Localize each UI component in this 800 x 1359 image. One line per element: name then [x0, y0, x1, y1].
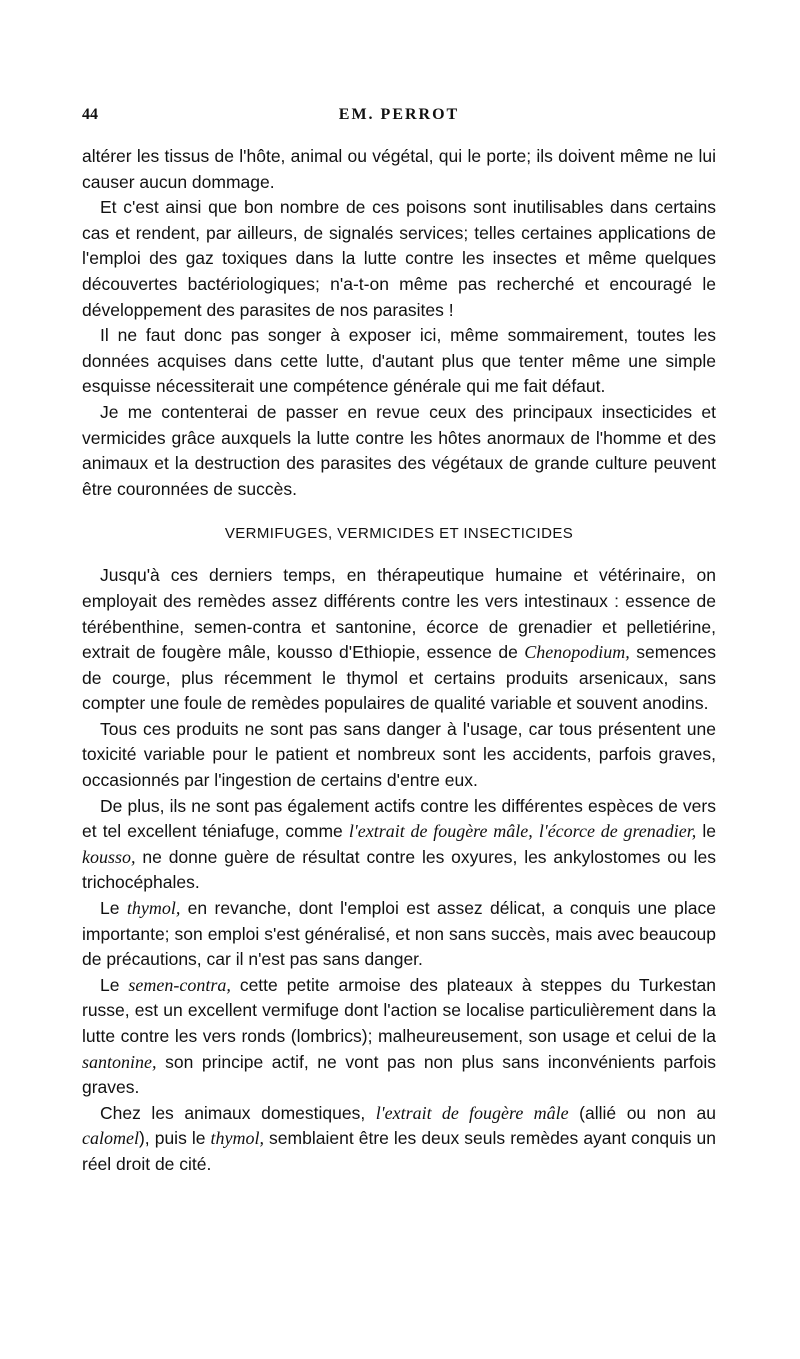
- italic-term: Chenopodium,: [524, 642, 630, 663]
- italic-term: santonine,: [82, 1051, 157, 1072]
- italic-term: l'extrait de fougère mâle: [375, 1102, 569, 1123]
- text-run: ne donne guère de résultat contre les oxyures, les ankylostomes ou les trichocéphales.: [82, 846, 716, 893]
- book-page: [82, 106, 716, 1178]
- paragraph: Je me contenterai de passer en revue ceux des principaux insecticides et vermicides grâce auxquels la lutte contre les hôtes anormaux de l'homme et des animaux et la destruction des parasites des végétaux de grande culture peuvent être couronnées de succès.: [82, 401, 716, 499]
- italic-term: kousso,: [82, 846, 136, 867]
- italic-term: thymol,: [210, 1128, 265, 1149]
- body-text: [82, 144, 716, 1178]
- text-run: en revanche, dont l'emploi est assez délicat, a conquis une place importante; son emploi s'est généralisé, et non sans succès, mais avec beaucoup de précautions, car il n'est pas sans danger.: [82, 898, 716, 970]
- running-head: [82, 106, 716, 130]
- text-run: semblaient être les deux seuls remèdes ayant conquis un réel droit de cité.: [82, 1128, 716, 1174]
- text-run: semences de courge, plus récemment le thymol et certains produits arsenicaux, sans compter une foule de remèdes populaires de qualité variable et souvent anodins.: [82, 642, 717, 714]
- paragraph: Il ne faut donc pas songer à exposer ici, même sommairement, toutes les données acquises dans cette lutte, d'autant plus que tenter même une simple esquisse nécessiterait une compétence générale qui me fait défaut.: [82, 325, 716, 397]
- text-run: le: [696, 821, 716, 842]
- paragraph: [82, 563, 716, 717]
- italic-term: thymol,: [126, 898, 181, 919]
- text-run: (allié ou non au: [568, 1102, 716, 1123]
- text-run: Chez les animaux domestiques,: [100, 1102, 376, 1123]
- text-run: Le: [100, 898, 127, 919]
- italic-term: l'extrait de fougère mâle,: [348, 821, 533, 842]
- italic-term: l'écorce de grenadier,: [538, 821, 697, 842]
- text-run: cette petite armoise des plateaux à steppes du Turkestan russe, est un excellent vermifuge dont l'action se localise particulièrement dans la lutte contre les vers ronds (lombrics); malheureusement, son usage et celui de la: [82, 974, 717, 1046]
- author-header: EM. PERROT: [338, 106, 460, 123]
- text-run: Le: [100, 974, 129, 995]
- italic-term: calomel: [82, 1128, 139, 1149]
- text-run: De plus, ils ne sont pas également actifs contre les différentes espèces de vers et tel excellent téniafuge, comme: [82, 795, 716, 842]
- paragraph: [82, 794, 716, 896]
- paragraph: [82, 896, 716, 973]
- text-run: son principe actif, ne vont pas non plus sans inconvénients parfois graves.: [82, 1051, 716, 1098]
- paragraph: Et c'est ainsi que bon nombre de ces poisons sont inutilisables dans certains cas et rendent, par ailleurs, de signalés services; telles certaines applications de l'emploi des gaz toxiques dans la lutte contre les insectes et même quelques découvertes bactériologiques; n'a-t-on même pas recherché et encouragé le développement des parasites de nos parasites !: [82, 197, 716, 320]
- page-number: 44: [82, 106, 98, 123]
- text-run: ), puis le: [138, 1128, 211, 1149]
- paragraph: altérer les tissus de l'hôte, animal ou végétal, qui le porte; ils doivent même ne lui causer aucun dommage.: [82, 146, 716, 192]
- paragraph: [82, 1101, 716, 1178]
- section-title: VERMIFUGES, VERMICIDES ET INSECTICIDES: [224, 525, 574, 543]
- italic-term: semen-contra,: [128, 974, 231, 995]
- text-run: Jusqu'à ces derniers temps, en thérapeutique humaine et vétérinaire, on employait des remèdes assez différents contre les vers intestinaux : essence de térébenthine, semen-contra et santonine, écorce de grenadier et pelletiérine, extrait de fougère mâle, kousso d'Ethiopie, essence de: [82, 565, 716, 663]
- paragraph: [82, 973, 716, 1101]
- paragraph: Tous ces produits ne sont pas sans danger à l'usage, car tous présentent une toxicité variable pour le patient et nombreux sont les accidents, parfois graves, occasionnés par l'ingestion de certains d'entre eux.: [82, 718, 716, 791]
